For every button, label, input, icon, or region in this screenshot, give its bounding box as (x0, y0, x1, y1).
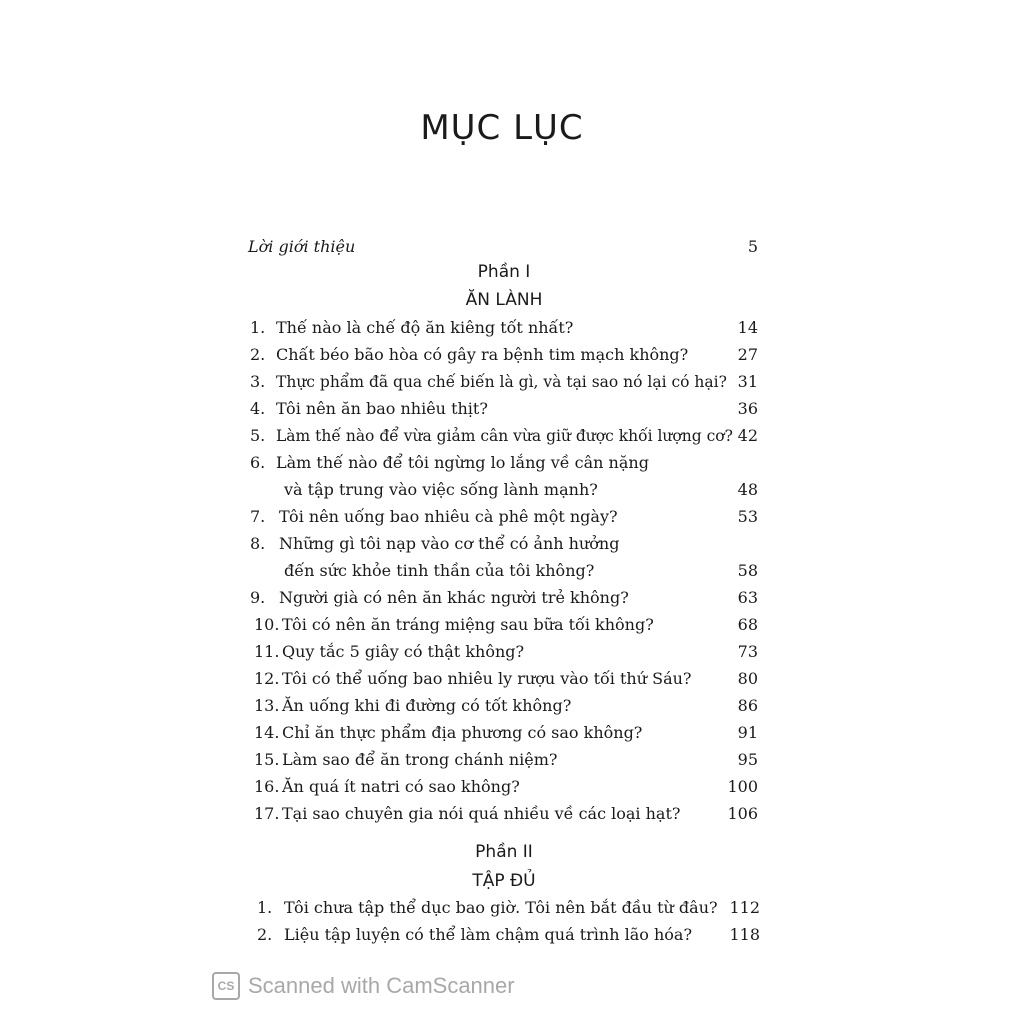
entry-page: 112 (729, 898, 760, 917)
entry-number: 1. (250, 318, 266, 337)
entry-page: 100 (727, 777, 758, 796)
entry-page: 91 (737, 723, 758, 742)
entry-number: 7. (250, 507, 266, 526)
part2-heading: Phần II (475, 842, 533, 862)
entry-number: 5. (250, 426, 266, 445)
entry-page: 63 (737, 588, 758, 607)
entry-title-continued: đến sức khỏe tinh thần của tôi không? (284, 561, 595, 580)
camscanner-logo-icon: CS (212, 972, 240, 1000)
watermark-text: Scanned with CamScanner (248, 973, 515, 998)
entry-number: 2. (250, 345, 266, 364)
entry-number: 14. (254, 723, 280, 742)
entry-number: 15. (254, 750, 280, 769)
entry-number: 1. (257, 898, 273, 917)
entry-page: 118 (729, 925, 760, 944)
camscanner-watermark (212, 972, 515, 1000)
entry-page: 80 (737, 669, 758, 688)
part2-subtitle: TẬP ĐỦ (472, 871, 536, 891)
entry-page: 53 (737, 507, 758, 526)
entry-page: 68 (737, 615, 758, 634)
intro-label: Lời giới thiệu (248, 237, 356, 256)
entry-page: 48 (737, 480, 758, 499)
entry-title: Làm sao để ăn trong chánh niệm? (282, 750, 558, 769)
entry-page: 95 (737, 750, 758, 769)
entry-page: 31 (737, 372, 758, 391)
entry-title: Người già có nên ăn khác người trẻ không? (279, 588, 629, 607)
entry-title: Chất béo bão hòa có gây ra bệnh tim mạch không? (276, 345, 689, 364)
entry-title: Thực phẩm đã qua chế biến là gì, và tại sao nó lại có hại? (276, 373, 727, 391)
entry-number: 17. (254, 804, 280, 823)
entry-page: 42 (737, 426, 758, 445)
entry-title: Ăn quá ít natri có sao không? (282, 777, 520, 796)
intro-page: 5 (747, 237, 758, 256)
entry-title: Tại sao chuyên gia nói quá nhiều về các loại hạt? (282, 804, 681, 823)
entry-number: 2. (257, 925, 273, 944)
entry-title: Ăn uống khi đi đường có tốt không? (282, 696, 572, 715)
entry-number: 4. (250, 399, 266, 418)
entry-title: Chỉ ăn thực phẩm địa phương có sao không? (282, 723, 643, 742)
entry-title: Tôi có nên ăn tráng miệng sau bữa tối không? (282, 615, 654, 634)
entry-number: 12. (254, 669, 280, 688)
entry-number: 3. (250, 372, 266, 391)
part1-subtitle: ĂN LÀNH (465, 290, 543, 310)
page-title: MỤC LỤC (420, 108, 584, 148)
entry-number: 16. (254, 777, 280, 796)
entry-title: Tôi chưa tập thể dục bao giờ. Tôi nên bắt đầu từ đâu? (284, 898, 718, 917)
entry-title: Tôi nên uống bao nhiêu cà phê một ngày? (279, 507, 618, 526)
part1-heading: Phần I (477, 262, 531, 282)
entry-title: Thế nào là chế độ ăn kiêng tốt nhất? (276, 318, 574, 337)
entry-number: 6. (250, 453, 266, 472)
entry-title-continued: và tập trung vào việc sống lành mạnh? (284, 480, 598, 499)
entry-page: 86 (737, 696, 758, 715)
entry-number: 13. (254, 696, 280, 715)
entry-page: 58 (737, 561, 758, 580)
entry-title: Làm thế nào để tôi ngừng lo lắng về cân nặng (276, 453, 649, 472)
entry-page: 36 (737, 399, 758, 418)
entry-page: 106 (727, 804, 758, 823)
entry-page: 14 (737, 318, 758, 337)
entry-title: Tôi nên ăn bao nhiêu thịt? (276, 399, 488, 418)
entry-number: 10. (254, 615, 280, 634)
entry-page: 73 (737, 642, 758, 661)
entry-title: Liệu tập luyện có thể làm chậm quá trình lão hóa? (284, 925, 693, 944)
entry-page: 27 (737, 345, 758, 364)
entry-title: Quy tắc 5 giây có thật không? (282, 642, 525, 661)
entry-number: 11. (254, 642, 280, 661)
entry-title: Làm thế nào để vừa giảm cân vừa giữ được khối lượng cơ? (276, 427, 733, 445)
entry-title: Những gì tôi nạp vào cơ thể có ảnh hưởng (279, 534, 620, 553)
entry-number: 8. (250, 534, 266, 553)
entry-number: 9. (250, 588, 266, 607)
entry-title: Tôi có thể uống bao nhiêu ly rượu vào tối thứ Sáu? (282, 669, 692, 688)
